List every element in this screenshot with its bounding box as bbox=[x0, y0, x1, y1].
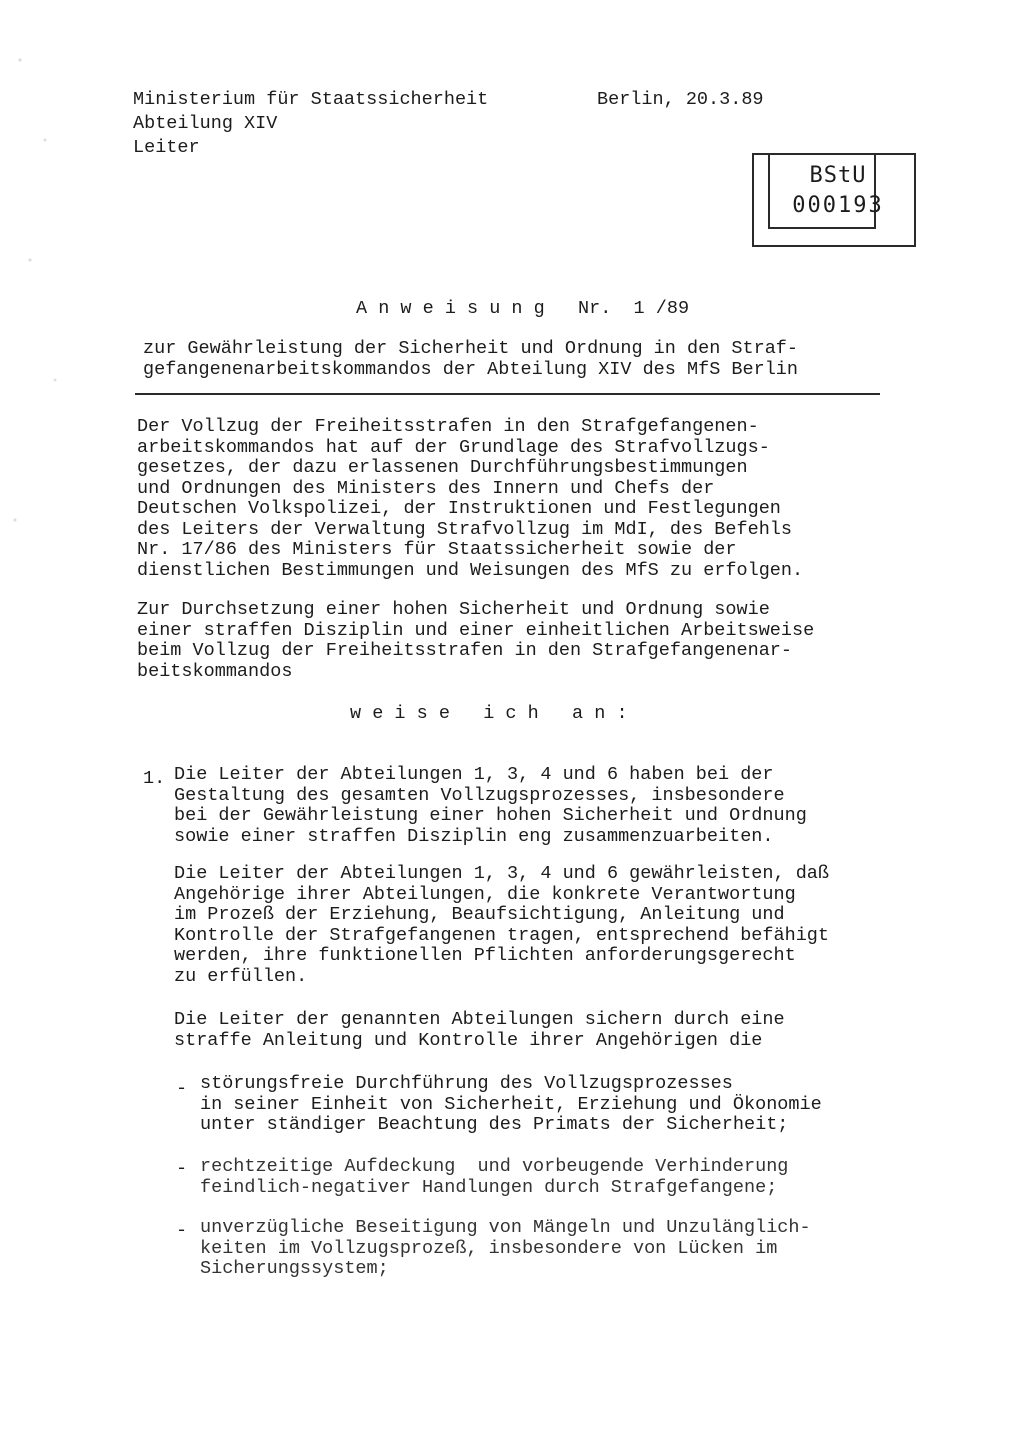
title-underline bbox=[135, 393, 880, 395]
text-line: und Ordnungen des Ministers des Innern und Chefs der bbox=[137, 477, 715, 499]
document-date: Berlin, 20.3.89 bbox=[597, 89, 764, 110]
text-line: rechtzeitige Aufdeckung und vorbeugende Verhinderung bbox=[200, 1156, 789, 1177]
text-line: unter ständiger Beachtung des Primats der Sicherheit; bbox=[200, 1114, 789, 1135]
bullet-dash: - bbox=[176, 1158, 188, 1179]
letterhead-ministry: Ministerium für Staatssicherheit bbox=[133, 89, 489, 110]
scan-noise bbox=[0, 0, 70, 1438]
directive-heading: w e i s e i c h a n : bbox=[350, 703, 628, 724]
document-subtitle bbox=[143, 338, 798, 380]
letterhead bbox=[133, 88, 488, 160]
stamp-label: BStU bbox=[809, 163, 867, 188]
text-line: Der Vollzug der Freiheitsstrafen in den Strafgefangenen- bbox=[137, 416, 759, 437]
text-line: störungsfreie Durchführung des Vollzugsprozesses bbox=[200, 1073, 733, 1094]
text-line: sowie einer straffen Disziplin eng zusammenzuarbeiten. bbox=[174, 825, 774, 847]
text-line: zu erfüllen. bbox=[174, 965, 308, 987]
paragraph-preamble bbox=[137, 417, 803, 581]
text-line: arbeitskommandos hat auf der Grundlage des Strafvollzugs- bbox=[137, 436, 770, 458]
text-line: unverzügliche Beseitigung von Mängeln und Unzulänglich- bbox=[200, 1217, 811, 1238]
letterhead-department: Abteilung XIV bbox=[133, 113, 278, 134]
text-line: in seiner Einheit von Sicherheit, Erziehung und Ökonomie bbox=[200, 1093, 822, 1115]
text-line: Die Leiter der genannten Abteilungen sichern durch eine bbox=[174, 1009, 785, 1030]
bullet-dash: - bbox=[176, 1220, 188, 1241]
text-line: des Leiters der Verwaltung Strafvollzug im MdI, des Befehls bbox=[137, 518, 793, 540]
text-line: Nr. 17/86 des Ministers für Staatssicherheit sowie der bbox=[137, 539, 737, 560]
text-line: Deutschen Volkspolizei, der Instruktionen und Festlegungen bbox=[137, 498, 781, 519]
stamp-number: 000193 bbox=[792, 193, 884, 218]
item-number: 1. bbox=[143, 768, 166, 789]
paragraph-purpose bbox=[137, 600, 814, 682]
bullet-item bbox=[200, 1218, 811, 1280]
item1-paragraph-a bbox=[174, 765, 807, 847]
text-line: Kontrolle der Strafgefangenen tragen, entsprechend befähigt bbox=[174, 924, 830, 946]
text-line: feindlich-negativer Handlungen durch Strafgefangene; bbox=[200, 1176, 778, 1198]
text-line: Die Leiter der Abteilungen 1, 3, 4 und 6 gewährleisten, daß bbox=[174, 863, 830, 884]
text-line: Angehörige ihrer Abteilungen, die konkrete Verantwortung bbox=[174, 883, 796, 905]
archive-stamp bbox=[752, 153, 916, 247]
stamp-inner-box bbox=[768, 155, 884, 229]
subtitle-line: gefangenenarbeitskommandos der Abteilung XIV des MfS Berlin bbox=[143, 359, 799, 380]
bullet-item bbox=[200, 1074, 822, 1136]
text-line: beim Vollzug der Freiheitsstrafen in den Strafgefangenenar- bbox=[137, 640, 793, 661]
bullet-dash: - bbox=[176, 1078, 188, 1099]
subtitle-line: zur Gewährleistung der Sicherheit und Ordnung in den Straf- bbox=[143, 338, 799, 359]
text-line: dienstlichen Bestimmungen und Weisungen des MfS zu erfolgen. bbox=[137, 559, 804, 581]
text-line: gesetzes, der dazu erlassenen Durchführungsbestimmungen bbox=[137, 457, 748, 478]
text-line: bei der Gewährleistung einer hohen Sicherheit und Ordnung bbox=[174, 805, 807, 826]
text-line: beitskommandos bbox=[137, 660, 293, 682]
text-line: Gestaltung des gesamten Vollzugsprozesses, insbesondere bbox=[174, 784, 785, 806]
text-line: keiten im Vollzugsprozeß, insbesondere von Lücken im bbox=[200, 1237, 778, 1259]
text-line: im Prozeß der Erziehung, Beaufsichtigung, Anleitung und bbox=[174, 904, 785, 925]
text-line: Sicherungssystem; bbox=[200, 1258, 389, 1279]
bullet-item bbox=[200, 1157, 788, 1198]
item1-paragraph-b bbox=[174, 864, 829, 987]
text-line: straffe Anleitung und Kontrolle ihrer Angehörigen die bbox=[174, 1029, 763, 1051]
text-line: einer straffen Disziplin und einer einheitlichen Arbeitsweise bbox=[137, 619, 815, 641]
text-line: werden, ihre funktionellen Pflichten anforderungsgerecht bbox=[174, 945, 796, 966]
letterhead-role: Leiter bbox=[133, 137, 200, 158]
text-line: Die Leiter der Abteilungen 1, 3, 4 und 6 haben bei der bbox=[174, 764, 774, 785]
text-line: Zur Durchsetzung einer hohen Sicherheit und Ordnung sowie bbox=[137, 599, 770, 620]
item1-paragraph-c bbox=[174, 1010, 785, 1051]
document-title: A n w e i s u n g Nr. 1 /89 bbox=[356, 298, 690, 319]
